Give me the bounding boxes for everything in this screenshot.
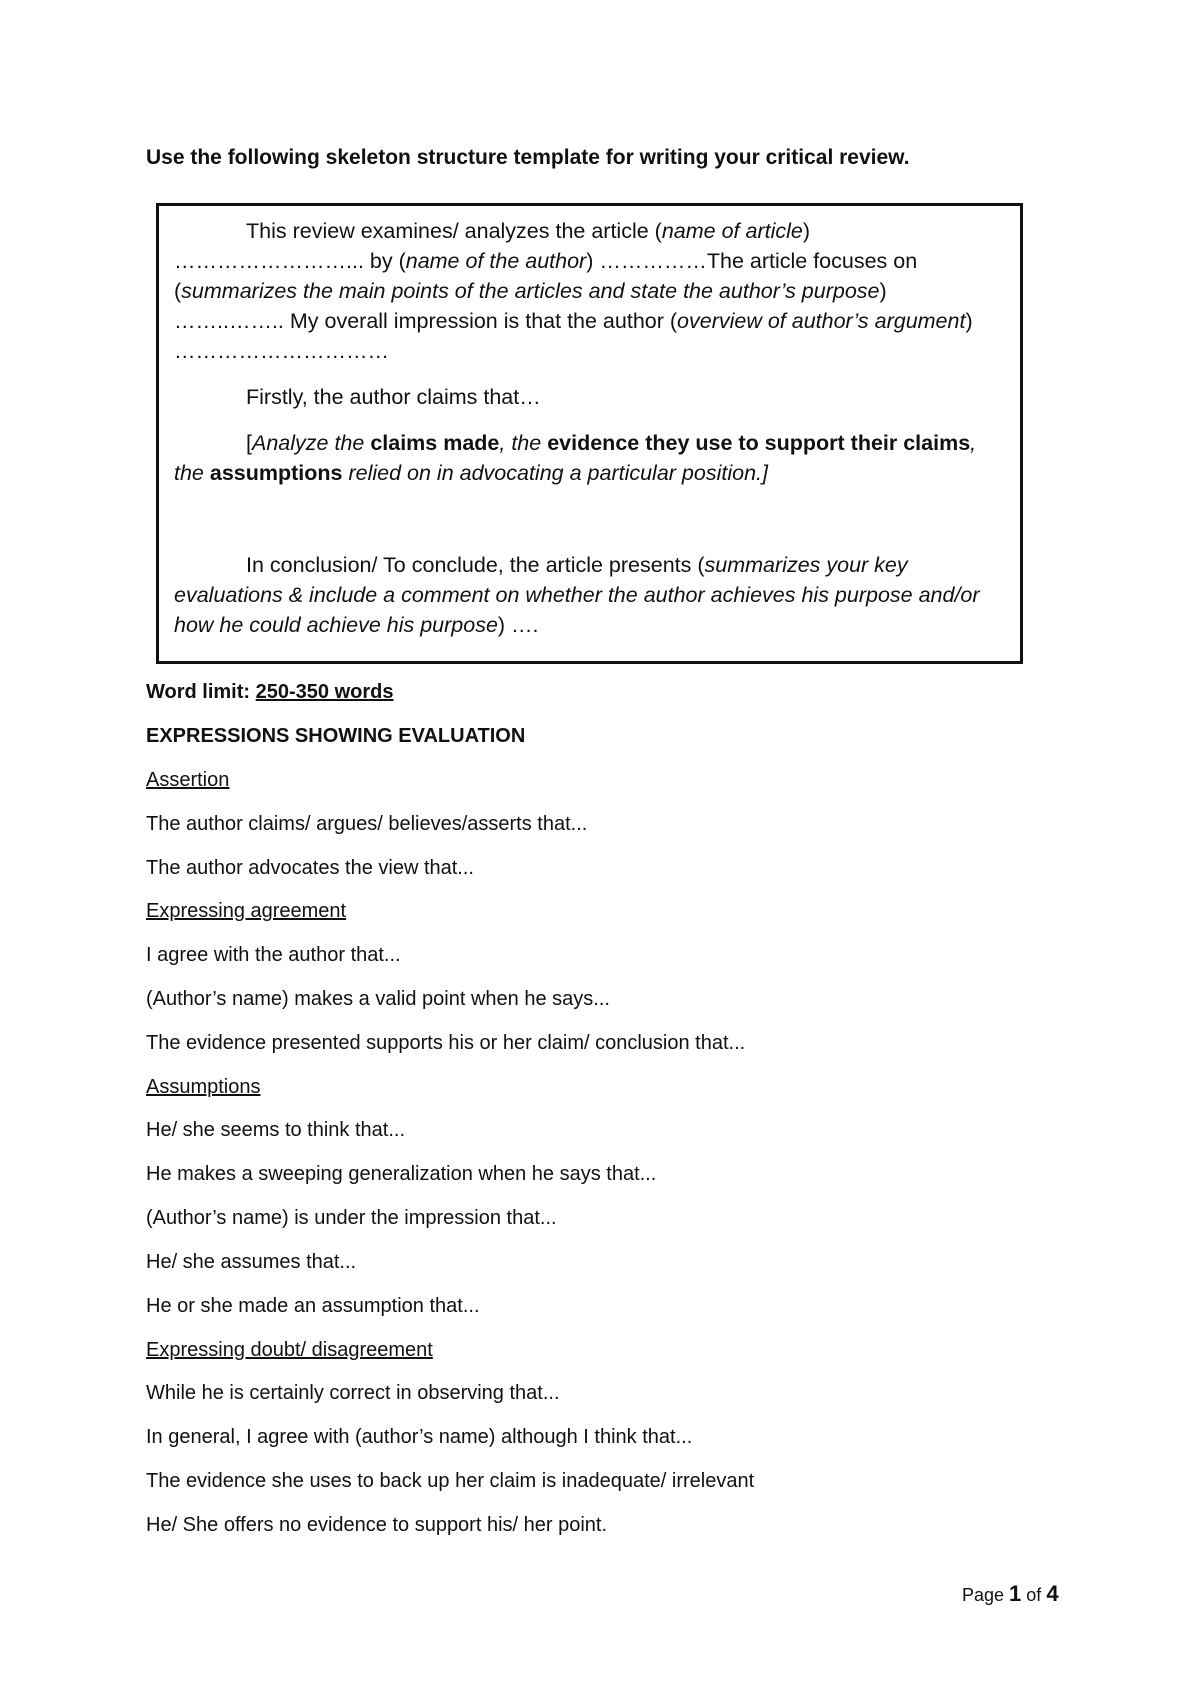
list-item: He/ she assumes that...: [146, 1251, 357, 1273]
section-title: EXPRESSIONS SHOWING EVALUATION: [146, 725, 526, 747]
list-item: While he is certainly correct in observing that...: [146, 1382, 560, 1404]
list-item: The evidence she uses to back up her claim is inadequate/ irrelevant: [146, 1470, 755, 1492]
group-title-agreement: Expressing agreement: [146, 900, 347, 922]
list-item: He/ She offers no evidence to support his/ her point.: [146, 1514, 608, 1536]
word-limit: Word limit: 250-350 words: [146, 681, 394, 703]
template-conclusion-paragraph: In conclusion/ To conclude, the article presents (summarizes your key evaluations & include a comment on whether the author achieves his purpose and/or how he could achieve his purpose) ….: [174, 553, 980, 637]
template-intro-paragraph: This review examines/ analyzes the article (name of article) ……………………... by (name of the author) ……………The article focuses on (summarizes the main points of the articles and state the author’s purpose) ……..…….. My overall impression is that the author (overview of author’s argument) …………………………: [174, 219, 973, 363]
template-analysis-paragraph: [Analyze the claims made, the evidence they use to support their claims, the assumptions relied on in advocating a particular position.]: [174, 431, 977, 485]
page-number-footer: Page 1 of 4: [962, 1581, 1059, 1606]
list-item: In general, I agree with (author’s name) although I think that...: [146, 1426, 693, 1448]
review-template-box: [156, 203, 1023, 664]
list-item: The author advocates the view that...: [146, 857, 474, 879]
group-title-assumptions: Assumptions: [146, 1076, 261, 1098]
page-heading: Use the following skeleton structure template for writing your critical review.: [146, 146, 910, 169]
list-item: I agree with the author that...: [146, 944, 401, 966]
list-item: He makes a sweeping generalization when he says that...: [146, 1163, 657, 1185]
list-item: (Author’s name) is under the impression that...: [146, 1207, 557, 1229]
list-item: (Author’s name) makes a valid point when he says...: [146, 988, 610, 1010]
group-title-doubt: Expressing doubt/ disagreement: [146, 1339, 433, 1361]
list-item: He or she made an assumption that...: [146, 1295, 480, 1317]
list-item: The author claims/ argues/ believes/asserts that...: [146, 813, 588, 835]
group-title-assertion: Assertion: [146, 769, 230, 791]
list-item: He/ she seems to think that...: [146, 1119, 406, 1141]
template-claims-paragraph: Firstly, the author claims that…: [246, 385, 541, 409]
list-item: The evidence presented supports his or her claim/ conclusion that...: [146, 1032, 746, 1054]
